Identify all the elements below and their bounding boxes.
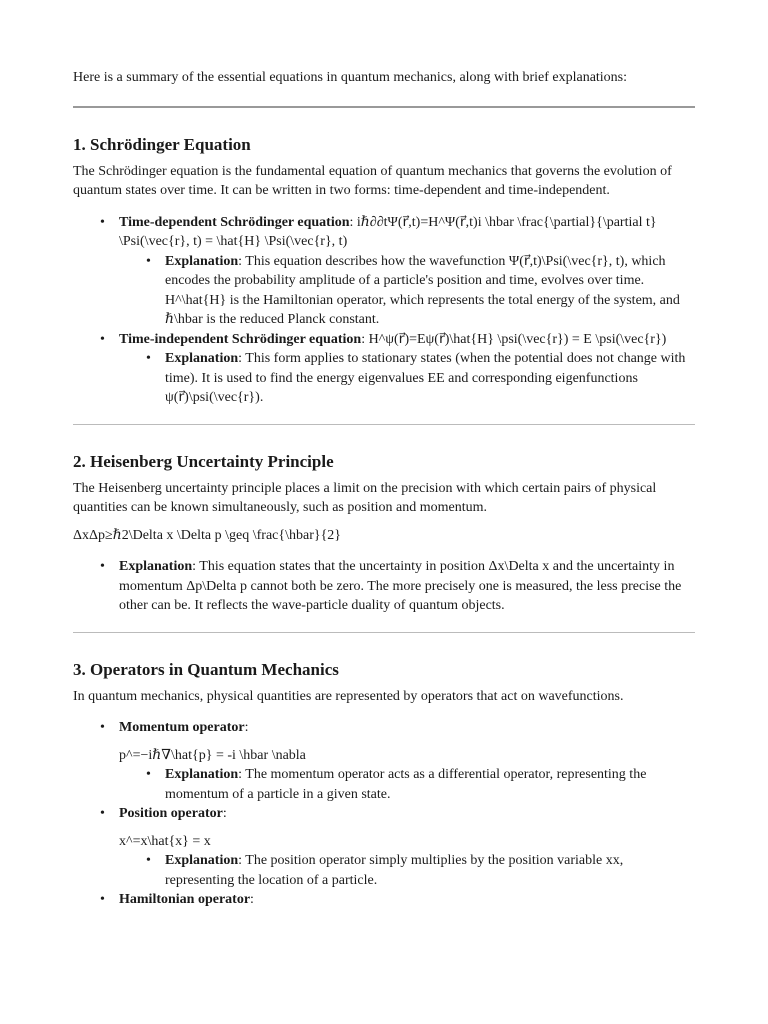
explanation-text: : This equation states that the uncertainty in position Δx\Delta x and the uncertainty in momentum Δp\Delta p cannot both be zero. The more precisely one is measured, the less precise the other can be. It reflects the wave-particle duality of quantum objects. bbox=[119, 559, 682, 613]
list-item bbox=[73, 330, 695, 408]
list-item bbox=[119, 252, 695, 330]
divider bbox=[73, 632, 695, 633]
list-item bbox=[119, 851, 695, 890]
sub-list bbox=[119, 851, 695, 890]
term-label: Explanation bbox=[165, 767, 239, 782]
list-item bbox=[73, 213, 695, 330]
equation-list bbox=[73, 213, 695, 408]
equation-text: : H^ψ(r⃗)=Eψ(r⃗)\hat{H} \psi(\vec{r}) = E \psi(\vec{r}) bbox=[361, 331, 667, 347]
equation-text: p^=−iℏ∇\hat{p} = -i \hbar \nabla bbox=[119, 747, 306, 763]
equation-list bbox=[73, 557, 695, 616]
explanation-text: : This form applies to stationary states (when the potential does not change with time). It is used to find the energy eigenvalues EE and corresponding eigenfunctions ψ(r⃗)\psi(\vec{r}). bbox=[165, 351, 686, 405]
explanation-text: : The momentum operator acts as a differential operator, representing the momentum of a particle in a given state. bbox=[165, 767, 647, 802]
divider bbox=[73, 106, 695, 108]
equation-list bbox=[73, 718, 695, 910]
list-item bbox=[119, 765, 695, 804]
term-label: Explanation bbox=[165, 853, 239, 868]
divider bbox=[73, 424, 695, 425]
term-label: Hamiltonian operator bbox=[119, 892, 251, 907]
term-label: Time-independent Schrödinger equation bbox=[119, 331, 362, 347]
section-title: 3. Operators in Quantum Mechanics bbox=[73, 659, 339, 679]
sub-list bbox=[119, 252, 695, 330]
section-operators bbox=[73, 659, 695, 910]
term-label: Explanation bbox=[165, 253, 239, 269]
section-text: The Heisenberg uncertainty principle places a limit on the precision with which certain pairs of physical quantities can be known simultaneously, such as position and momentum. bbox=[73, 480, 657, 515]
term-label: Position operator bbox=[119, 806, 223, 821]
sub-list bbox=[119, 349, 695, 408]
term-label: Time-dependent Schrödinger equation bbox=[119, 214, 350, 230]
section-title: 1. Schrödinger Equation bbox=[73, 134, 251, 154]
equation-text: : iℏ∂∂tΨ(r⃗,t)=H^Ψ(r⃗,t)i \hbar \frac{\partial}{\partial t} \Psi(\vec{r}, t) = \hat{H} \Psi(\vec{r}, t) bbox=[119, 214, 657, 249]
section-schrodinger bbox=[73, 134, 695, 408]
list-item bbox=[119, 349, 695, 408]
section-uncertainty bbox=[73, 451, 695, 616]
section-text: The Schrödinger equation is the fundamental equation of quantum mechanics that governs the evolution of quantum states over time. It can be written in two forms: time-dependent and time-independent. bbox=[73, 163, 672, 198]
explanation-text: : The position operator simply multiplies by the position variable xx, representing the location of a particle. bbox=[165, 853, 624, 888]
colon: : bbox=[222, 806, 227, 821]
term-label: Momentum operator bbox=[119, 720, 245, 735]
term-label: Explanation bbox=[119, 559, 193, 574]
equation-text: ΔxΔp≥ℏ2\Delta x \Delta p \geq \frac{\hbar}{2} bbox=[73, 527, 342, 543]
list-item bbox=[73, 557, 695, 616]
intro-paragraph: Here is a summary of the essential equations in quantum mechanics, along with brief explanations: bbox=[73, 70, 628, 85]
sub-list bbox=[119, 765, 695, 804]
term-label: Explanation bbox=[165, 351, 239, 366]
section-title: 2. Heisenberg Uncertainty Principle bbox=[73, 451, 334, 471]
list-item bbox=[73, 804, 695, 890]
explanation-text: : This equation describes how the wavefunction Ψ(r⃗,t)\Psi(\vec{r}, t), which encodes the probability amplitude of a particle's position and time, evolves over time. H^\hat{H} is the Hamiltonian operator, which represents the total energy of the system, and ℏ\hbar is the reduced Planck constant. bbox=[165, 253, 680, 327]
list-item bbox=[73, 718, 695, 804]
list-item bbox=[73, 890, 695, 910]
equation-text: x^=x\hat{x} = x bbox=[119, 833, 211, 849]
section-text: In quantum mechanics, physical quantities are represented by operators that act on wavefunctions. bbox=[73, 688, 624, 704]
colon: : bbox=[250, 892, 254, 907]
colon: : bbox=[244, 720, 249, 735]
